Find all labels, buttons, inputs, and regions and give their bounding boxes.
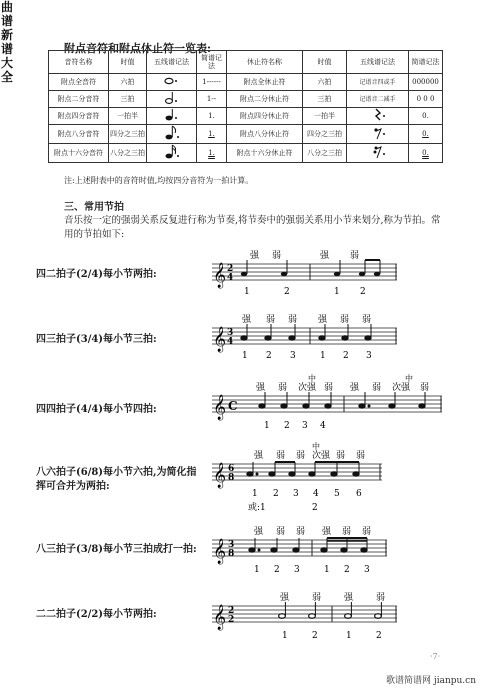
page-number: ·7· xyxy=(430,652,441,661)
jianpu-notation: 1. xyxy=(208,130,215,138)
time-signature xyxy=(228,464,234,483)
upper-mark: 中 xyxy=(308,374,316,383)
section-paragraph: 音乐按一定的强弱关系反复进行称为节奏,将节奏中的强弱关系用小节来划分,称为节拍。常用的节拍如下: xyxy=(64,215,441,240)
table-cell: 1-- xyxy=(197,91,227,108)
beat-number: 1 xyxy=(252,489,258,499)
staff-example xyxy=(212,248,452,300)
stress-label: 弱 xyxy=(356,451,366,461)
stress-labels xyxy=(242,314,371,325)
quarter-rest-dotted-symbol xyxy=(347,108,409,125)
table-cell: 000000 xyxy=(409,74,443,91)
time-signature xyxy=(228,606,234,625)
svg-text:4: 4 xyxy=(227,273,234,283)
sidebar-char: 谱 xyxy=(0,14,13,28)
table-cell: 0 0 0 xyxy=(409,91,443,108)
stress-label: 弱 xyxy=(342,527,352,537)
stress-label: 强 xyxy=(322,527,332,537)
table-caption: 附点音符和附点休止符一览表: xyxy=(64,42,212,55)
jianpu-notation: 0. xyxy=(422,149,429,157)
beat-number: 1 xyxy=(254,565,260,575)
whole-note-dotted-symbol xyxy=(147,74,197,91)
beat-numbers xyxy=(254,565,370,575)
table-cell: 附点十六分休止符 xyxy=(227,144,303,163)
sidebar-char: 全 xyxy=(0,70,13,84)
stress-label: 弱 xyxy=(376,593,386,603)
staff-lines xyxy=(212,264,397,280)
sidebar-char: 新 xyxy=(0,28,13,42)
table-cell xyxy=(197,125,227,144)
table-row xyxy=(49,125,443,144)
beat-number: 1 xyxy=(282,631,288,641)
table-row xyxy=(49,108,443,125)
meter-label-3-4: 四三拍子(3/4)每小节三拍: xyxy=(36,334,157,345)
meter-label-3-8: 八三拍子(3/8)每小节三拍成打一拍: xyxy=(36,544,197,555)
beat-number: 3 xyxy=(366,351,372,361)
stress-label: 次强 xyxy=(298,383,317,393)
treble-clef-icon: 𝄞 xyxy=(213,395,227,420)
table-cell xyxy=(409,144,443,163)
alt-beat-line: 2 xyxy=(312,503,318,513)
upper-mark: 中 xyxy=(312,442,320,451)
beat-number: 6 xyxy=(356,489,362,499)
treble-clef-icon: 𝄞 xyxy=(213,327,227,352)
treble-clef-icon: 𝄞 xyxy=(213,539,227,564)
beat-number: 1 xyxy=(320,351,326,361)
stress-labels xyxy=(254,526,371,537)
table-header: 五线谱记法 xyxy=(147,51,197,74)
staff-2-4 xyxy=(212,248,452,300)
table-row xyxy=(49,74,443,91)
table-cell: 八分之三拍 xyxy=(109,144,147,163)
stress-label: 次强 xyxy=(312,451,331,461)
beat-number: 1 xyxy=(324,565,330,575)
stress-label: 弱 xyxy=(312,593,322,603)
svg-text:3: 3 xyxy=(228,540,235,550)
beat-numbers xyxy=(282,631,382,641)
alt-beat-line: 或:1 xyxy=(248,503,266,513)
stress-label: 强 xyxy=(320,251,330,261)
stress-label: 弱 xyxy=(324,383,334,393)
upper-marks xyxy=(308,373,413,383)
beat-number: 1 xyxy=(264,421,270,431)
table-cell: 附点二分休止符 xyxy=(227,91,303,108)
beat-number: 2 xyxy=(266,351,272,361)
beat-number: 1 xyxy=(242,351,248,361)
table-cell: 0. xyxy=(409,108,443,125)
stress-label: 弱 xyxy=(420,383,430,393)
table-cell: 四分之三拍 xyxy=(109,125,147,144)
staff-6-8 xyxy=(212,440,452,516)
beat-numbers xyxy=(244,287,366,297)
stress-label: 弱 xyxy=(340,315,350,325)
table-cell: 附点二分音符 xyxy=(49,91,109,108)
stress-labels xyxy=(250,250,359,261)
svg-text:4: 4 xyxy=(227,337,234,347)
stress-labels xyxy=(280,592,385,603)
beat-number: 1 xyxy=(244,287,250,297)
staff-2-2 xyxy=(212,590,452,644)
beat-number: 4 xyxy=(320,421,326,431)
table-cell: 附点八分音符 xyxy=(49,125,109,144)
beat-number: 3 xyxy=(302,421,308,431)
table-cell: 三拍 xyxy=(109,91,147,108)
stress-label: 弱 xyxy=(266,315,276,325)
beat-number: 2 xyxy=(274,565,280,575)
stress-label: 强 xyxy=(250,251,260,261)
svg-text:3: 3 xyxy=(227,328,234,338)
jianpu-notation: 0. xyxy=(422,130,429,138)
stress-label: 弱 xyxy=(278,383,288,393)
section-heading: 三、常用节拍 xyxy=(64,202,124,213)
stress-label: 弱 xyxy=(350,251,360,261)
stress-label: 弱 xyxy=(272,251,282,261)
beat-number: 2 xyxy=(343,351,349,361)
half-note-dotted-symbol xyxy=(147,91,197,108)
table-header: 音符名称 xyxy=(49,51,109,74)
sidebar-title xyxy=(0,0,14,84)
sixteenth-rest-dotted-symbol xyxy=(347,144,409,163)
beat-number: 2 xyxy=(284,421,290,431)
stress-label: 弱 xyxy=(336,451,346,461)
stress-label: 强 xyxy=(254,527,264,537)
sixteenth-note-dotted-symbol xyxy=(147,144,197,163)
stress-label: 强 xyxy=(318,315,328,325)
staff-example xyxy=(212,372,452,434)
stress-label: 强 xyxy=(344,593,354,603)
eighth-note-dotted-symbol xyxy=(147,125,197,144)
stress-label: 弱 xyxy=(362,315,372,325)
sidebar-char: 大 xyxy=(0,56,13,70)
svg-text:8: 8 xyxy=(228,473,235,483)
table-cell: 一拍半 xyxy=(303,108,347,125)
table-cell: 三拍 xyxy=(303,91,347,108)
stress-label: 弱 xyxy=(276,451,286,461)
table-header: 五线谱记法 xyxy=(347,51,409,74)
meter-label-6-8: 八六拍子(6/8)每小节六拍,为简化指挥可合并为两拍: xyxy=(36,467,197,492)
dotted-notes-table xyxy=(48,50,443,163)
common-time-icon: C xyxy=(228,399,238,413)
beat-number: 3 xyxy=(290,351,296,361)
beat-numbers xyxy=(242,351,372,361)
beat-number: 2 xyxy=(273,489,279,499)
table-header: 时值 xyxy=(109,51,147,74)
stress-labels xyxy=(254,449,365,461)
stress-label: 弱 xyxy=(276,527,286,537)
table-header: 简谱记法 xyxy=(197,51,227,74)
stress-label: 强 xyxy=(254,451,264,461)
staff-example xyxy=(212,524,452,580)
stress-label: 次强 xyxy=(392,383,411,393)
meter-label-2-4: 四二拍子(2/4)每小节两拍: xyxy=(36,269,157,280)
svg-text:2: 2 xyxy=(227,264,234,274)
beat-numbers xyxy=(252,489,362,499)
quarter-note-dotted-symbol xyxy=(147,108,197,125)
sidebar-char: 曲 xyxy=(0,0,13,14)
table-header: 时值 xyxy=(303,51,347,74)
table-cell: 附点十六分音符 xyxy=(49,144,109,163)
time-signature xyxy=(228,540,234,559)
stress-labels xyxy=(256,381,429,393)
table-cell: 附点八分休止符 xyxy=(227,125,303,144)
table-footnote: 注:上述附表中的音符时值,均按四分音符为一拍计算。 xyxy=(64,176,254,185)
meter-label-2-2: 二二拍子(2/2)每小节两拍: xyxy=(36,609,157,620)
stacked-note-text: 记谱音四或手 xyxy=(359,78,396,86)
stress-label: 强 xyxy=(242,315,252,325)
treble-clef-icon: 𝄞 xyxy=(213,463,227,488)
beat-number: 1 xyxy=(346,631,352,641)
table-cell xyxy=(197,144,227,163)
table-cell: 六拍 xyxy=(109,74,147,91)
table-cell: 四分之三拍 xyxy=(303,125,347,144)
staff-3-4 xyxy=(212,312,452,364)
staff-3-8 xyxy=(212,524,452,580)
eighth-rest-dotted-symbol xyxy=(347,125,409,144)
table-cell: 附点四分音符 xyxy=(49,108,109,125)
stress-label: 弱 xyxy=(362,527,372,537)
table-header: 休止符名称 xyxy=(227,51,303,74)
beat-number: 2 xyxy=(360,287,366,297)
table-cell: 一拍半 xyxy=(109,108,147,125)
meter-label-4-4: 四四拍子(4/4)每小节四拍: xyxy=(36,404,157,415)
beat-number: 2 xyxy=(284,287,290,297)
stacked-note-text: 记谱音二减手 xyxy=(359,95,396,103)
upper-mark: 中 xyxy=(405,374,413,383)
stress-label: 弱 xyxy=(372,383,382,393)
stress-label: 弱 xyxy=(296,527,306,537)
table-cell: 六拍 xyxy=(303,74,347,91)
table-cell xyxy=(409,125,443,144)
table-header-row xyxy=(49,51,443,74)
beat-number: 5 xyxy=(334,489,340,499)
table-cell: 附点全休止符 xyxy=(227,74,303,91)
table-cell: 附点全音符 xyxy=(49,74,109,91)
table-row xyxy=(49,144,443,163)
beat-number: 4 xyxy=(313,489,319,499)
staff-4-4 xyxy=(212,372,452,434)
table-cell: 1. xyxy=(197,108,227,125)
beat-number: 2 xyxy=(376,631,382,641)
table-cell xyxy=(347,91,409,108)
stress-label: 强 xyxy=(280,593,290,603)
time-signature xyxy=(227,264,233,283)
table-header: 简谱记法 xyxy=(409,51,443,74)
table-cell xyxy=(347,74,409,91)
stress-label: 弱 xyxy=(288,315,298,325)
table-cell: 附点四分休止符 xyxy=(227,108,303,125)
beat-number: 3 xyxy=(294,565,300,575)
stress-label: 强 xyxy=(350,383,360,393)
table-row xyxy=(49,91,443,108)
table-cell: 1------ xyxy=(197,74,227,91)
beat-number: 2 xyxy=(344,565,350,575)
stress-label: 弱 xyxy=(296,451,306,461)
table-cell: 八分之三拍 xyxy=(303,144,347,163)
beat-numbers xyxy=(264,421,326,431)
beat-number: 3 xyxy=(364,565,370,575)
watermark: 歌谱简谱网 jianpu.cn xyxy=(386,676,476,686)
treble-clef-icon: 𝄞 xyxy=(213,605,227,630)
stress-label: 强 xyxy=(256,383,266,393)
beat-number: 2 xyxy=(312,631,318,641)
staff-example xyxy=(212,590,452,644)
time-signature xyxy=(227,328,233,347)
svg-text:2: 2 xyxy=(228,615,235,625)
treble-clef-icon: 𝄞 xyxy=(213,263,227,288)
beat-number: 1 xyxy=(334,287,340,297)
staff-example xyxy=(212,440,452,516)
jianpu-notation: 1. xyxy=(208,149,215,157)
beat-number: 3 xyxy=(293,489,299,499)
staff-example xyxy=(212,312,452,364)
svg-text:2: 2 xyxy=(228,606,235,616)
svg-text:6: 6 xyxy=(228,464,235,474)
sidebar-char: 谱 xyxy=(0,42,13,56)
svg-text:8: 8 xyxy=(228,549,235,559)
